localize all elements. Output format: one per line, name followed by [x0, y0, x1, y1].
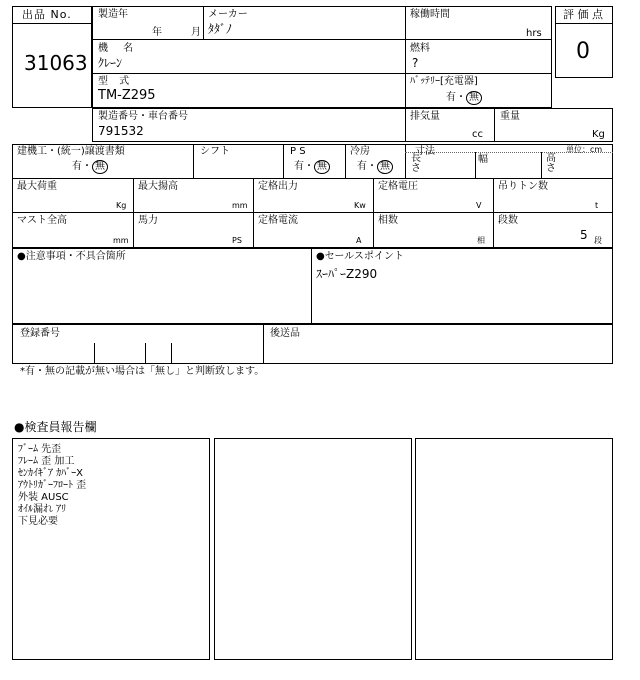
transfer-yes: 有: [72, 161, 82, 172]
cooling-no-circled: 無: [377, 160, 393, 174]
hoist-tons-unit: t: [595, 201, 599, 210]
battery-choice: [446, 91, 482, 105]
cooling-choice: 有・ 無: [357, 160, 393, 174]
mast-height-unit: mm: [113, 236, 129, 245]
battery-no-circled: 無: [466, 91, 482, 105]
report-line: 外装 AUSC: [18, 492, 69, 503]
sales-point-label: ●セールスポイント: [316, 251, 404, 262]
cooling-label: 冷房: [350, 146, 370, 157]
month-unit: 月: [191, 27, 201, 38]
fuel-label: 燃料: [410, 43, 430, 54]
serial-value: 791532: [98, 124, 144, 138]
ps-no-circled: 無: [314, 160, 330, 174]
later-shipped-label: 後送品: [270, 328, 300, 339]
phase-unit: 相: [477, 236, 485, 245]
report-line: ﾌﾚｰﾑ 歪 加工: [18, 456, 75, 467]
transfer-docs-choice: 有・ 無: [72, 160, 108, 174]
width-label: 幅: [478, 154, 488, 165]
score-label: 評 価 点: [563, 8, 603, 21]
info-grid: [92, 6, 552, 108]
ps-label: P S: [290, 146, 306, 157]
horsepower-label: 馬力: [138, 215, 158, 226]
report-line: ｵｲﾙ漏れ ｱﾘ: [18, 504, 67, 515]
rated-current-label: 定格電流: [258, 215, 298, 226]
report-line: ｱｳﾄﾘｶﾞｰﾌﾛｰﾄ 歪: [18, 480, 87, 491]
report-line: 下見必要: [18, 516, 58, 527]
rated-output-label: 定格出力: [258, 181, 298, 192]
max-lift-label: 最大揚高: [138, 181, 178, 192]
registration-box: [12, 324, 613, 364]
inspector-report-title: ●検査員報告欄: [14, 420, 97, 434]
battery-dot: ・: [456, 92, 466, 103]
hoist-tons-label: 吊りトン数: [498, 181, 548, 192]
unit-note: 単位：cm: [566, 145, 603, 154]
stages-unit: 段: [594, 236, 602, 245]
inspector-panel-2: [214, 438, 412, 660]
serial-label: 製造番号・車台番号: [98, 111, 188, 122]
hours-label: 稼働時間: [410, 9, 450, 20]
horsepower-unit: PS: [232, 236, 242, 245]
shift-label: シフト: [200, 146, 230, 157]
max-load-label: 最大荷重: [17, 181, 57, 192]
maker-value: ﾀﾀﾞﾉ: [208, 22, 233, 36]
ps-choice: 有・ 無: [294, 160, 330, 174]
rated-voltage-unit: V: [476, 201, 482, 210]
battery-yes: 有: [446, 92, 456, 103]
footnote: *有・無の記載が無い場合は「無し」と判断致します。: [20, 366, 265, 377]
type-label: 型 式: [98, 76, 134, 87]
rated-output-unit: Kw: [354, 201, 366, 210]
maker-label: メーカー: [208, 9, 248, 20]
mast-height-label: マスト全高: [17, 215, 67, 226]
transfer-no-circled: 無: [92, 160, 108, 174]
model-name-label: 機 名: [98, 43, 140, 54]
type-value: TM-Z295: [98, 88, 156, 103]
fuel-value: ?: [412, 56, 419, 70]
phase-label: 相数: [378, 215, 398, 226]
stages-value: 5: [580, 228, 588, 242]
rated-voltage-label: 定格電圧: [378, 181, 418, 192]
rated-current-unit: A: [356, 236, 362, 245]
dimensions-label: 寸法: [415, 146, 435, 157]
max-load-unit: Kg: [116, 201, 127, 210]
weight-unit: Kg: [592, 129, 605, 140]
transfer-docs-label: 建機工・(統一)譲渡書類: [17, 146, 125, 157]
displacement-label: 排気量: [410, 111, 440, 122]
report-line: ﾌﾞｰﾑ 先歪: [18, 444, 62, 455]
score-value: 0: [576, 39, 590, 64]
length-label: 長 さ: [411, 153, 421, 174]
max-lift-unit: mm: [232, 201, 248, 210]
hours-unit: hrs: [526, 28, 542, 39]
battery-label: ﾊﾞｯﾃﾘｰ[充電器]: [410, 76, 478, 87]
caution-label: ●注意事項・不具合箇所: [17, 251, 126, 262]
sales-point-value: ｽｰﾊﾟｰZ290: [316, 267, 378, 281]
lot-number-label: 出品 No.: [22, 8, 72, 21]
inspector-panel-3: [415, 438, 613, 660]
registration-number-label: 登録番号: [20, 328, 60, 339]
displacement-unit: cc: [472, 129, 483, 140]
lot-number-value: 31063: [24, 51, 88, 75]
report-line: ｾﾝｶｲｷﾞｱ ｶﾊﾞｰX: [18, 468, 84, 479]
weight-label: 重量: [500, 111, 520, 122]
year-label: 製造年: [98, 9, 128, 20]
stages-label: 段数: [498, 215, 518, 226]
model-name-value: ｸﾚｰﾝ: [98, 56, 123, 70]
height-label: 高 さ: [546, 153, 556, 174]
year-unit: 年: [152, 27, 162, 38]
